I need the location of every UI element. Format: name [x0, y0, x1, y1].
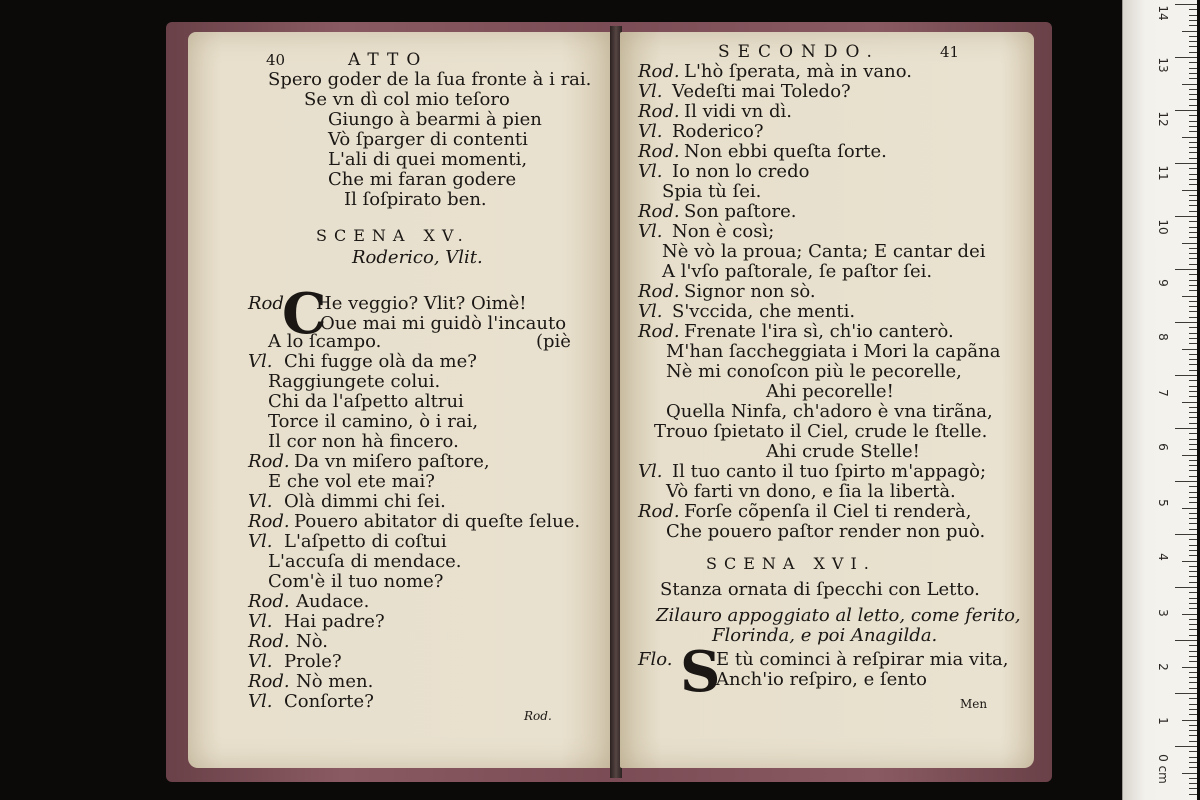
speaker: Vl.	[638, 121, 663, 142]
speaker: Vl.	[248, 691, 273, 712]
scene-characters: Roderico, Vlit.	[352, 247, 483, 268]
dialogue-line: Nè vò la proua; Canta; E cantar dei	[662, 241, 986, 262]
ruler-tick	[1189, 523, 1197, 524]
speaker: Rod.	[638, 321, 680, 342]
dialogue-line: Io non lo credo	[672, 161, 810, 182]
dialogue-line: Che pouero paſtor render non può.	[666, 521, 986, 542]
speaker: Rod.	[638, 101, 680, 122]
dialogue-line: S'vccida, che menti.	[672, 301, 856, 322]
ruler-label: 1	[1156, 717, 1170, 725]
ruler-tick	[1189, 195, 1197, 196]
ruler-label: 3	[1156, 609, 1170, 617]
ruler-tick	[1189, 582, 1197, 583]
ruler-tick	[1189, 20, 1197, 21]
ruler-tick	[1189, 306, 1197, 307]
ruler-tick	[1189, 41, 1197, 42]
ruler-tick	[1189, 274, 1197, 275]
dialogue-line: Chi da l'aſpetto altrui	[268, 391, 464, 412]
ruler-tick	[1189, 449, 1197, 450]
ruler-tick	[1189, 36, 1197, 37]
stage-direction: Stanza ornata di ſpecchi con Letto.	[660, 579, 980, 600]
dialogue-line: He veggio? Vlit? Oimè!	[316, 293, 527, 314]
dialogue-line: Ahi pecorelle!	[766, 381, 894, 402]
dialogue-line: Frenate l'ira sì, ch'io canterò.	[684, 321, 954, 342]
ruler-tick	[1189, 417, 1197, 418]
ruler-tick	[1189, 380, 1197, 381]
ruler-tick	[1182, 349, 1197, 350]
ruler-label: 7	[1156, 389, 1170, 397]
ruler-tick	[1189, 783, 1197, 784]
ruler-tick	[1189, 301, 1197, 302]
ruler-tick	[1189, 651, 1197, 652]
dialogue-line: L'accuſa di mendace.	[268, 551, 462, 572]
ruler-tick	[1175, 375, 1197, 376]
ruler-tick	[1189, 762, 1197, 763]
ruler-tick	[1189, 576, 1197, 577]
ruler-tick	[1189, 285, 1197, 286]
speaker: Rod.	[248, 451, 290, 472]
speaker: Vl.	[638, 161, 663, 182]
ruler-tick	[1189, 152, 1197, 153]
left-page	[188, 32, 612, 768]
ruler-tick	[1189, 635, 1197, 636]
ruler-tick	[1182, 720, 1197, 721]
dialogue-line: Torce il camino, ò i rai,	[268, 411, 479, 432]
ruler-tick	[1189, 682, 1197, 683]
ruler-tick	[1189, 513, 1197, 514]
ruler-label: 12	[1156, 111, 1170, 127]
ruler-tick	[1182, 31, 1197, 32]
dialogue-line: Oue mai mi guidò l'incauto	[320, 313, 567, 334]
right-page	[620, 32, 1034, 768]
ruler-tick	[1189, 788, 1197, 789]
speaker: Vl.	[248, 351, 273, 372]
ruler-tick	[1189, 608, 1197, 609]
dialogue-line: Vedeſti mai Toledo?	[672, 81, 851, 102]
ruler-tick	[1189, 221, 1197, 222]
ruler-tick	[1189, 656, 1197, 657]
dialogue-line: Roderico?	[672, 121, 764, 142]
verse-line: L'ali di quei momenti,	[328, 149, 528, 170]
dialogue-line: A l'vſo paſtorale, ſe paſtor ſei.	[662, 261, 933, 282]
ruler-tick	[1189, 46, 1197, 47]
speaker: Rod.	[638, 501, 680, 522]
ruler-tick	[1189, 338, 1197, 339]
scene-title: SCENA XVI.	[706, 554, 876, 573]
ruler-tick	[1189, 624, 1197, 625]
verse-line: Spero goder de la ſua fronte à i rai.	[268, 69, 592, 90]
ruler-tick	[1175, 640, 1197, 641]
dialogue-line: A lo ſcampo.	[268, 331, 382, 352]
ruler-tick	[1189, 730, 1197, 731]
right-running-head: SECONDO.	[718, 42, 880, 62]
ruler-label: 11	[1156, 165, 1170, 181]
speaker: Vl.	[248, 651, 273, 672]
ruler-label: 0 cm	[1156, 754, 1170, 784]
ruler-tick	[1189, 78, 1197, 79]
dialogue-line: Raggiungete colui.	[268, 371, 441, 392]
ruler-tick	[1189, 751, 1197, 752]
dialogue-line: Signor non sò.	[684, 281, 816, 302]
ruler-tick	[1189, 497, 1197, 498]
speaker: Rod.	[248, 671, 290, 692]
dialogue-line: L'aſpetto di coſtui	[284, 531, 447, 552]
ruler-tick	[1189, 545, 1197, 546]
ruler-tick	[1189, 539, 1197, 540]
ruler-label: 2	[1156, 663, 1170, 671]
ruler-tick	[1189, 94, 1197, 95]
ruler-tick	[1189, 725, 1197, 726]
ruler-tick	[1189, 518, 1197, 519]
dialogue-line: Il tuo canto il tuo ſpirto m'appagò;	[672, 461, 987, 482]
ruler-tick	[1189, 688, 1197, 689]
ruler-label: 13	[1156, 57, 1170, 73]
ruler-tick	[1175, 4, 1197, 5]
ruler-tick	[1182, 667, 1197, 668]
ruler-tick	[1175, 534, 1197, 535]
ruler-tick	[1189, 237, 1197, 238]
ruler-tick	[1175, 163, 1197, 164]
dialogue-line: Prole?	[284, 651, 342, 672]
ruler-label: 6	[1156, 443, 1170, 451]
ruler-tick	[1182, 561, 1197, 562]
ruler-tick	[1189, 465, 1197, 466]
ruler-tick	[1189, 476, 1197, 477]
speaker: Rod.	[638, 141, 680, 162]
ruler-tick	[1189, 205, 1197, 206]
dialogue-line: Quella Ninfa, ch'adoro è vna tirãna,	[666, 401, 993, 422]
catchword: Rod.	[524, 709, 552, 723]
ruler-tick	[1189, 168, 1197, 169]
dialogue-line: Vò farti vn dono, e ſia la libertà.	[666, 481, 956, 502]
ruler-tick	[1189, 486, 1197, 487]
scene-characters: Florinda, e poi Anagilda.	[712, 625, 938, 646]
ruler-tick	[1182, 243, 1197, 244]
ruler-tick	[1189, 444, 1197, 445]
ruler-tick	[1189, 227, 1197, 228]
ruler-tick	[1189, 370, 1197, 371]
ruler-tick	[1189, 317, 1197, 318]
dialogue-line: Pouero abitator di queſte ſelue.	[294, 511, 581, 532]
ruler-tick	[1189, 62, 1197, 63]
ruler-tick	[1189, 778, 1197, 779]
verse-line: Che mi faran godere	[328, 169, 517, 190]
ruler-tick	[1182, 296, 1197, 297]
ruler-tick	[1189, 391, 1197, 392]
dialogue-line: Conſorte?	[284, 691, 374, 712]
ruler-tick	[1189, 757, 1197, 758]
dialogue-line: Non ebbi queſta ſorte.	[684, 141, 887, 162]
ruler-tick	[1189, 672, 1197, 673]
ruler-tick	[1189, 629, 1197, 630]
ruler-tick	[1175, 481, 1197, 482]
ruler-tick	[1189, 258, 1197, 259]
ruler-tick	[1189, 280, 1197, 281]
ruler-tick	[1189, 550, 1197, 551]
speaker: Vl.	[638, 81, 663, 102]
ruler-tick	[1182, 84, 1197, 85]
ruler-tick	[1189, 184, 1197, 185]
dialogue-line: Com'è il tuo nome?	[268, 571, 444, 592]
dialogue-line: E tù cominci à reſpirar mia vita,	[716, 649, 1009, 670]
ruler-tick	[1189, 264, 1197, 265]
ruler-tick	[1182, 614, 1197, 615]
ruler-tick	[1189, 89, 1197, 90]
ruler-tick	[1189, 248, 1197, 249]
ruler-tick	[1189, 492, 1197, 493]
dialogue-line: Il vidi vn dì.	[684, 101, 792, 122]
ruler-tick	[1175, 110, 1197, 111]
ruler-tick	[1189, 407, 1197, 408]
ruler-tick	[1189, 354, 1197, 355]
ruler-tick	[1189, 115, 1197, 116]
ruler-tick	[1189, 121, 1197, 122]
ruler-label: 14	[1156, 5, 1170, 21]
ruler-tick	[1189, 470, 1197, 471]
ruler-tick	[1189, 412, 1197, 413]
ruler-tick	[1175, 587, 1197, 588]
left-page-number: 40	[266, 51, 286, 69]
ruler-tick	[1189, 741, 1197, 742]
ruler-tick	[1189, 709, 1197, 710]
ruler-tick	[1189, 677, 1197, 678]
scene-title: SCENA XV.	[316, 226, 470, 245]
dialogue-line: Spia tù ſei.	[662, 181, 762, 202]
ruler-tick	[1175, 693, 1197, 694]
ruler-label: 5	[1156, 499, 1170, 507]
speaker: Rod.	[638, 281, 680, 302]
ruler-tick	[1189, 704, 1197, 705]
dialogue-line: Nè mi conoſcon più le pecorelle,	[666, 361, 962, 382]
ruler-tick	[1175, 428, 1197, 429]
ruler-tick	[1189, 158, 1197, 159]
dialogue-line: L'hò ſperata, mà in vano.	[684, 61, 912, 82]
verse-line: Il ſoſpirato ben.	[344, 189, 487, 210]
ruler-tick	[1189, 99, 1197, 100]
ruler-tick	[1189, 147, 1197, 148]
ruler-tick	[1175, 322, 1197, 323]
dialogue-line: Trouo ſpietato il Ciel, crude le ſtelle.	[654, 421, 988, 442]
ruler-tick	[1189, 126, 1197, 127]
ruler-tick	[1175, 746, 1197, 747]
ruler-tick	[1189, 767, 1197, 768]
ruler-tick	[1189, 73, 1197, 74]
ruler-label: 10	[1156, 219, 1170, 235]
ruler-tick	[1182, 508, 1197, 509]
ruler-tick	[1189, 566, 1197, 567]
ruler-tick	[1189, 327, 1197, 328]
ruler-tick	[1189, 460, 1197, 461]
ruler-tick	[1189, 253, 1197, 254]
ruler-tick	[1189, 311, 1197, 312]
ruler-tick	[1189, 698, 1197, 699]
ruler-tick	[1189, 174, 1197, 175]
speaker: Vl.	[248, 611, 273, 632]
ruler-label: 4	[1156, 553, 1170, 561]
ruler-tick	[1189, 290, 1197, 291]
dialogue-line: Ahi crude Stelle!	[766, 441, 920, 462]
speaker: Vl.	[638, 301, 663, 322]
ruler-tick	[1189, 25, 1197, 26]
catchword: Men	[960, 697, 988, 711]
ruler-tick	[1175, 269, 1197, 270]
ruler-tick	[1189, 9, 1197, 10]
ruler-tick	[1189, 52, 1197, 53]
ruler-tick	[1189, 386, 1197, 387]
ruler-tick	[1175, 57, 1197, 58]
ruler-tick	[1189, 423, 1197, 424]
speaker: Rod.	[248, 591, 290, 612]
dialogue-line: Forſe cõpenſa il Ciel ti renderà,	[684, 501, 972, 522]
dialogue-line: Hai padre?	[284, 611, 385, 632]
ruler-tick	[1189, 555, 1197, 556]
speaker: Rod.	[638, 61, 680, 82]
ruler-tick	[1189, 645, 1197, 646]
ruler-tick	[1175, 216, 1197, 217]
dialogue-line: Il cor non hà fincero.	[268, 431, 459, 452]
ruler-tick	[1182, 773, 1197, 774]
verse-line: Se vn dì col mio teſoro	[304, 89, 510, 110]
dialogue-line: Nò.	[296, 631, 328, 652]
scene-characters: Zilauro appoggiato al letto, come ferito,	[656, 605, 1021, 626]
dialogue-line: Nò men.	[296, 671, 374, 692]
ruler-tick	[1189, 333, 1197, 334]
dialogue-line: Audace.	[296, 591, 370, 612]
speaker: Rod.	[248, 631, 290, 652]
ruler-tick	[1189, 433, 1197, 434]
ruler-tick	[1189, 598, 1197, 599]
dialogue-line: Non è così;	[672, 221, 775, 242]
ruler-tick	[1189, 142, 1197, 143]
dialogue-line: Da vn miſero paſtore,	[294, 451, 490, 472]
verse-line: Vò ſparger di contenti	[328, 129, 528, 150]
right-page-number: 41	[940, 43, 960, 61]
ruler-tick	[1189, 131, 1197, 132]
ruler-tick	[1189, 179, 1197, 180]
ruler-tick	[1182, 137, 1197, 138]
ruler-tick	[1189, 359, 1197, 360]
ruler-tick	[1189, 661, 1197, 662]
ruler-tick	[1189, 619, 1197, 620]
ruler-tick	[1189, 105, 1197, 106]
speaker: Vl.	[638, 221, 663, 242]
ruler-tick	[1189, 502, 1197, 503]
dialogue-line: Olà dimmi chi ſei.	[284, 491, 446, 512]
speaker: Vl.	[638, 461, 663, 482]
ruler-tick	[1189, 714, 1197, 715]
ruler-tick	[1189, 343, 1197, 344]
speaker: Vl.	[248, 491, 273, 512]
dialogue-line: E che vol ete mai?	[268, 471, 435, 492]
ruler-tick	[1189, 211, 1197, 212]
ruler-tick	[1189, 68, 1197, 69]
ruler-tick	[1189, 529, 1197, 530]
dialogue-line: Anch'io reſpiro, e ſento	[716, 669, 927, 690]
dialogue-line: M'han ſaccheggiata i Mori la capãna	[666, 341, 1001, 362]
drop-cap: S	[680, 639, 721, 705]
ruler-tick	[1189, 603, 1197, 604]
speaker: Rod.	[248, 293, 290, 314]
speaker: Rod.	[638, 201, 680, 222]
ruler-tick	[1182, 402, 1197, 403]
ruler-tick	[1189, 15, 1197, 16]
left-running-head: ATTO	[348, 50, 429, 70]
ruler-tick	[1189, 396, 1197, 397]
ruler-label: 9	[1156, 279, 1170, 287]
speaker: Vl.	[248, 531, 273, 552]
ruler-tick	[1189, 571, 1197, 572]
ruler-tick	[1189, 232, 1197, 233]
ruler-tick	[1189, 592, 1197, 593]
ruler-label: 8	[1156, 333, 1170, 341]
verse-line: Giungo à bearmi à pien	[328, 109, 542, 130]
ruler-tick	[1182, 190, 1197, 191]
ruler-tick	[1189, 439, 1197, 440]
dialogue-line: Son paſtore.	[684, 201, 797, 222]
ruler-tick	[1182, 455, 1197, 456]
ruler-tick	[1189, 794, 1197, 795]
ruler-tick	[1189, 735, 1197, 736]
dialogue-line: (piè	[536, 331, 571, 352]
drop-cap: C	[282, 281, 327, 347]
ruler-tick	[1189, 200, 1197, 201]
dialogue-line: Chi fugge olà da me?	[284, 351, 477, 372]
speaker: Rod.	[248, 511, 290, 532]
speaker: Flo.	[638, 649, 673, 670]
ruler-tick	[1189, 364, 1197, 365]
